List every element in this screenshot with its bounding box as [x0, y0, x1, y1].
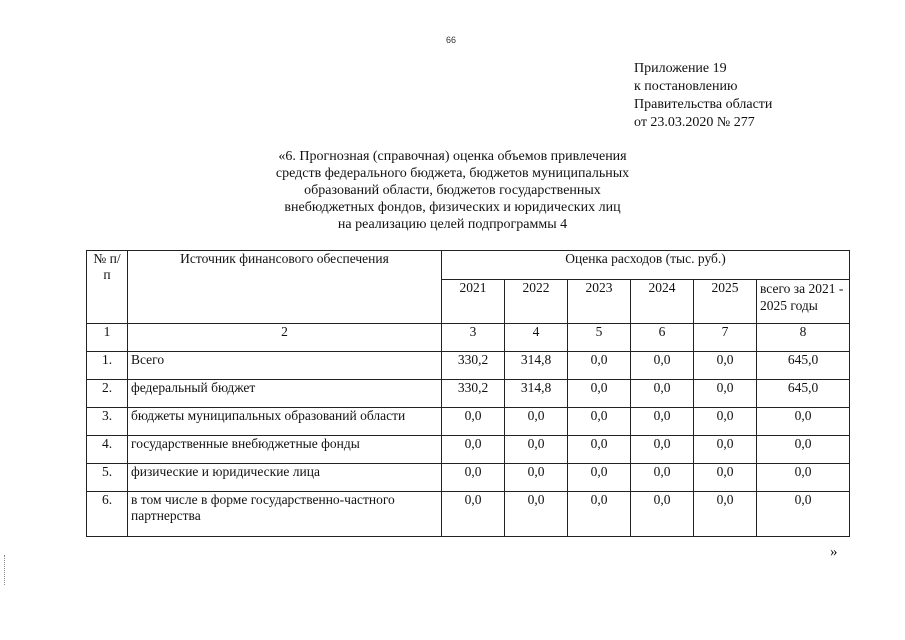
- title-line: на реализацию целей подпрограммы 4: [337, 217, 568, 232]
- financing-table: [86, 250, 850, 537]
- row-source: Всего: [128, 352, 442, 380]
- column-index: 8: [757, 324, 850, 352]
- header-year: 2022: [505, 280, 568, 324]
- row-value: 0,0: [694, 436, 757, 464]
- row-num: 6.: [87, 492, 128, 537]
- title-line: образований области, бюджетов государственных: [304, 183, 601, 198]
- column-index: 7: [694, 324, 757, 352]
- row-value: 0,0: [442, 464, 505, 492]
- row-num: 2.: [87, 380, 128, 408]
- row-total: 0,0: [757, 436, 850, 464]
- table-row: [87, 352, 850, 380]
- row-total: 0,0: [757, 464, 850, 492]
- table-header-row: [87, 251, 850, 280]
- title-line: внебюджетных фондов, физических и юридических лиц: [284, 200, 621, 215]
- row-total: 0,0: [757, 408, 850, 436]
- title-line: «6. Прогнозная (справочная) оценка объемов привлечения: [278, 149, 627, 164]
- row-value: 0,0: [568, 408, 631, 436]
- appendix-block: [634, 60, 772, 132]
- table-row: [87, 408, 850, 436]
- row-value: 330,2: [442, 380, 505, 408]
- row-value: 0,0: [568, 352, 631, 380]
- row-value: 0,0: [631, 464, 694, 492]
- row-value: 0,0: [694, 380, 757, 408]
- row-value: 0,0: [631, 436, 694, 464]
- row-source: в том числе в форме государственно-частного партнерства: [128, 492, 442, 537]
- row-value: 314,8: [505, 352, 568, 380]
- closing-quote: »: [830, 544, 838, 560]
- column-index-row: [87, 324, 850, 352]
- row-value: 0,0: [694, 352, 757, 380]
- page-number: 66: [446, 35, 457, 45]
- row-value: 0,0: [505, 492, 568, 537]
- row-num: 3.: [87, 408, 128, 436]
- column-index: 3: [442, 324, 505, 352]
- table-row: [87, 436, 850, 464]
- row-value: 0,0: [442, 492, 505, 537]
- header-year: 2023: [568, 280, 631, 324]
- row-total: 0,0: [757, 492, 850, 537]
- header-total: всего за 2021 - 2025 годы: [757, 280, 850, 324]
- appendix-line: к постановлению: [634, 79, 738, 94]
- header-year: 2024: [631, 280, 694, 324]
- row-source: федеральный бюджет: [128, 380, 442, 408]
- row-source: государственные внебюджетные фонды: [128, 436, 442, 464]
- row-value: 0,0: [442, 436, 505, 464]
- appendix-line: Правительства области: [634, 97, 773, 112]
- table-row: [87, 492, 850, 537]
- column-index: 5: [568, 324, 631, 352]
- row-value: 0,0: [568, 380, 631, 408]
- column-index: 2: [128, 324, 442, 352]
- row-value: 0,0: [442, 408, 505, 436]
- section-title: [200, 148, 705, 233]
- table-row: [87, 464, 850, 492]
- row-value: 0,0: [568, 464, 631, 492]
- row-value: 0,0: [631, 352, 694, 380]
- title-line: средств федерального бюджета, бюджетов муниципальных: [275, 166, 630, 181]
- row-value: 0,0: [631, 380, 694, 408]
- row-num: 5.: [87, 464, 128, 492]
- scan-edge-mark: [4, 555, 9, 585]
- table-row: [87, 380, 850, 408]
- row-source: бюджеты муниципальных образований области: [128, 408, 442, 436]
- column-index: 6: [631, 324, 694, 352]
- row-value: 0,0: [568, 492, 631, 537]
- row-value: 0,0: [568, 436, 631, 464]
- row-num: 4.: [87, 436, 128, 464]
- header-estimate: Оценка расходов (тыс. руб.): [442, 251, 850, 280]
- row-value: 0,0: [505, 436, 568, 464]
- header-num: № п/п: [87, 251, 128, 324]
- row-value: 0,0: [505, 464, 568, 492]
- row-value: 330,2: [442, 352, 505, 380]
- row-value: 0,0: [694, 492, 757, 537]
- row-value: 0,0: [631, 408, 694, 436]
- column-index: 4: [505, 324, 568, 352]
- row-num: 1.: [87, 352, 128, 380]
- row-total: 645,0: [757, 380, 850, 408]
- row-total: 645,0: [757, 352, 850, 380]
- row-value: 0,0: [694, 408, 757, 436]
- header-year: 2025: [694, 280, 757, 324]
- header-year: 2021: [442, 280, 505, 324]
- row-source: физические и юридические лица: [128, 464, 442, 492]
- row-value: 0,0: [631, 492, 694, 537]
- row-value: 0,0: [505, 408, 568, 436]
- row-value: 0,0: [694, 464, 757, 492]
- row-value: 314,8: [505, 380, 568, 408]
- appendix-line: Приложение 19: [634, 61, 727, 76]
- appendix-line: от 23.03.2020 № 277: [634, 115, 755, 130]
- column-index: 1: [87, 324, 128, 352]
- header-source: Источник финансового обеспечения: [128, 251, 442, 324]
